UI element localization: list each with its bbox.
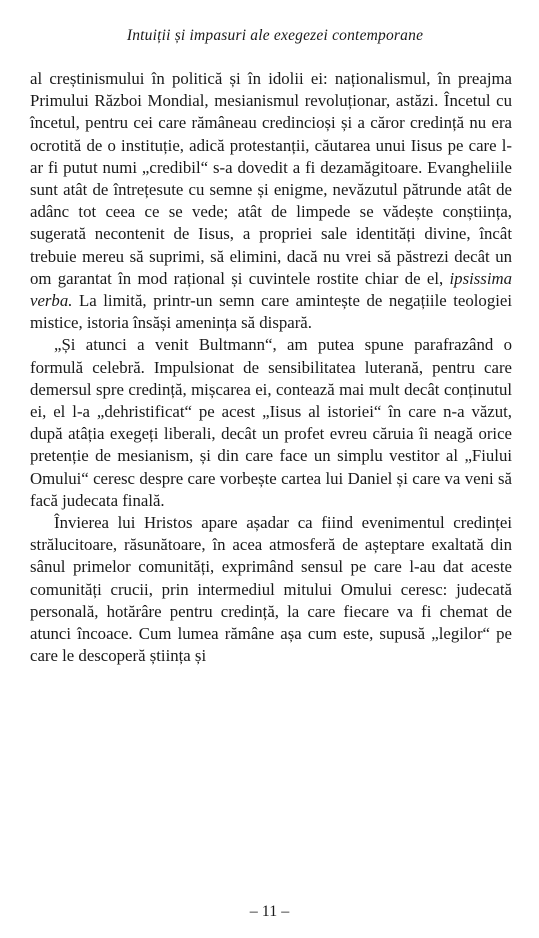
running-head: Intuiții și impasuri ale exegezei contemporane [126,27,424,44]
body-text [30,68,512,667]
page-number: – 11 – [249,903,290,920]
paragraph-1 [30,68,512,334]
paragraph-1-latin-phrase: ipsissima verba. [30,268,512,311]
paragraph-1-text: al creștinismului în politică și în idolii ei: naționalismul, în preajma Primului Război Mondial, mesianismul revoluționar, astăzi. Încetul cu încetul, pentru cei care rămâneau credincioși și a căror credință nu era ocrotită de o instituție, adică protestanții, căutarea unui Iisus pe care l-ar fi putut numi „credibil“ s-a dovedit a fi dezamăgitoare. Evangheliile sunt atât de întrețesute cu semne și enigme, nevăzutul pătrunde atât de adânc tot ceea ce se vede; atât de limpede se vădește conștiința, sugerată necontenit de Iisus, a propriei sale identități divine, încât trebuie mereu să suprimi, să elimini, dacă nu vrei să păstrezi decât un om garantat în mod rațional și cuvintele rostite chiar de el, [30,69,512,288]
paragraph-3 [30,512,512,667]
paragraph-3-text: Învierea lui Hristos apare așadar ca fiind evenimentul credinței strălucitoare, răsunătoare, în acea atmosferă de așteptare exaltată din sânul primelor comunități, exprimând sensul pe care l-au dat aceste comunități crucii, prin intermediul mitului Omului ceresc: judecată personală, hotărâre pentru credință, la care fiecare va fi chemat de atunci încoace. Cum lumea rămâne așa cum este, supusă „legilor“ pe care le descoperă știința și [30,513,512,666]
paragraph-2 [30,334,512,512]
paragraph-1-text-end: La limită, printr-un semn care amintește de negațiile teologiei mistice, istoria însăși amenința să dispară. [30,291,512,333]
paragraph-2-text: „Și atunci a venit Bultmann“, am putea spune parafrazând o formulă celebră. Impulsionat de sensibilitatea luterană, pentru care demersul spre credință, mișcarea ei, contează mai mult decât conținutul ei, el l-a „dehristificat“ pe acest „Iisus al istoriei“ în care n-a văzut, după atâția exegeți liberali, decât un profet evreu căruia îi neagă orice pretenție de mesianism, și din care face un simplu vestitor al „Fiului Omului“ ceresc despre care vorbește cartea lui Daniel și care va veni să facă judecata finală. [30,335,512,510]
